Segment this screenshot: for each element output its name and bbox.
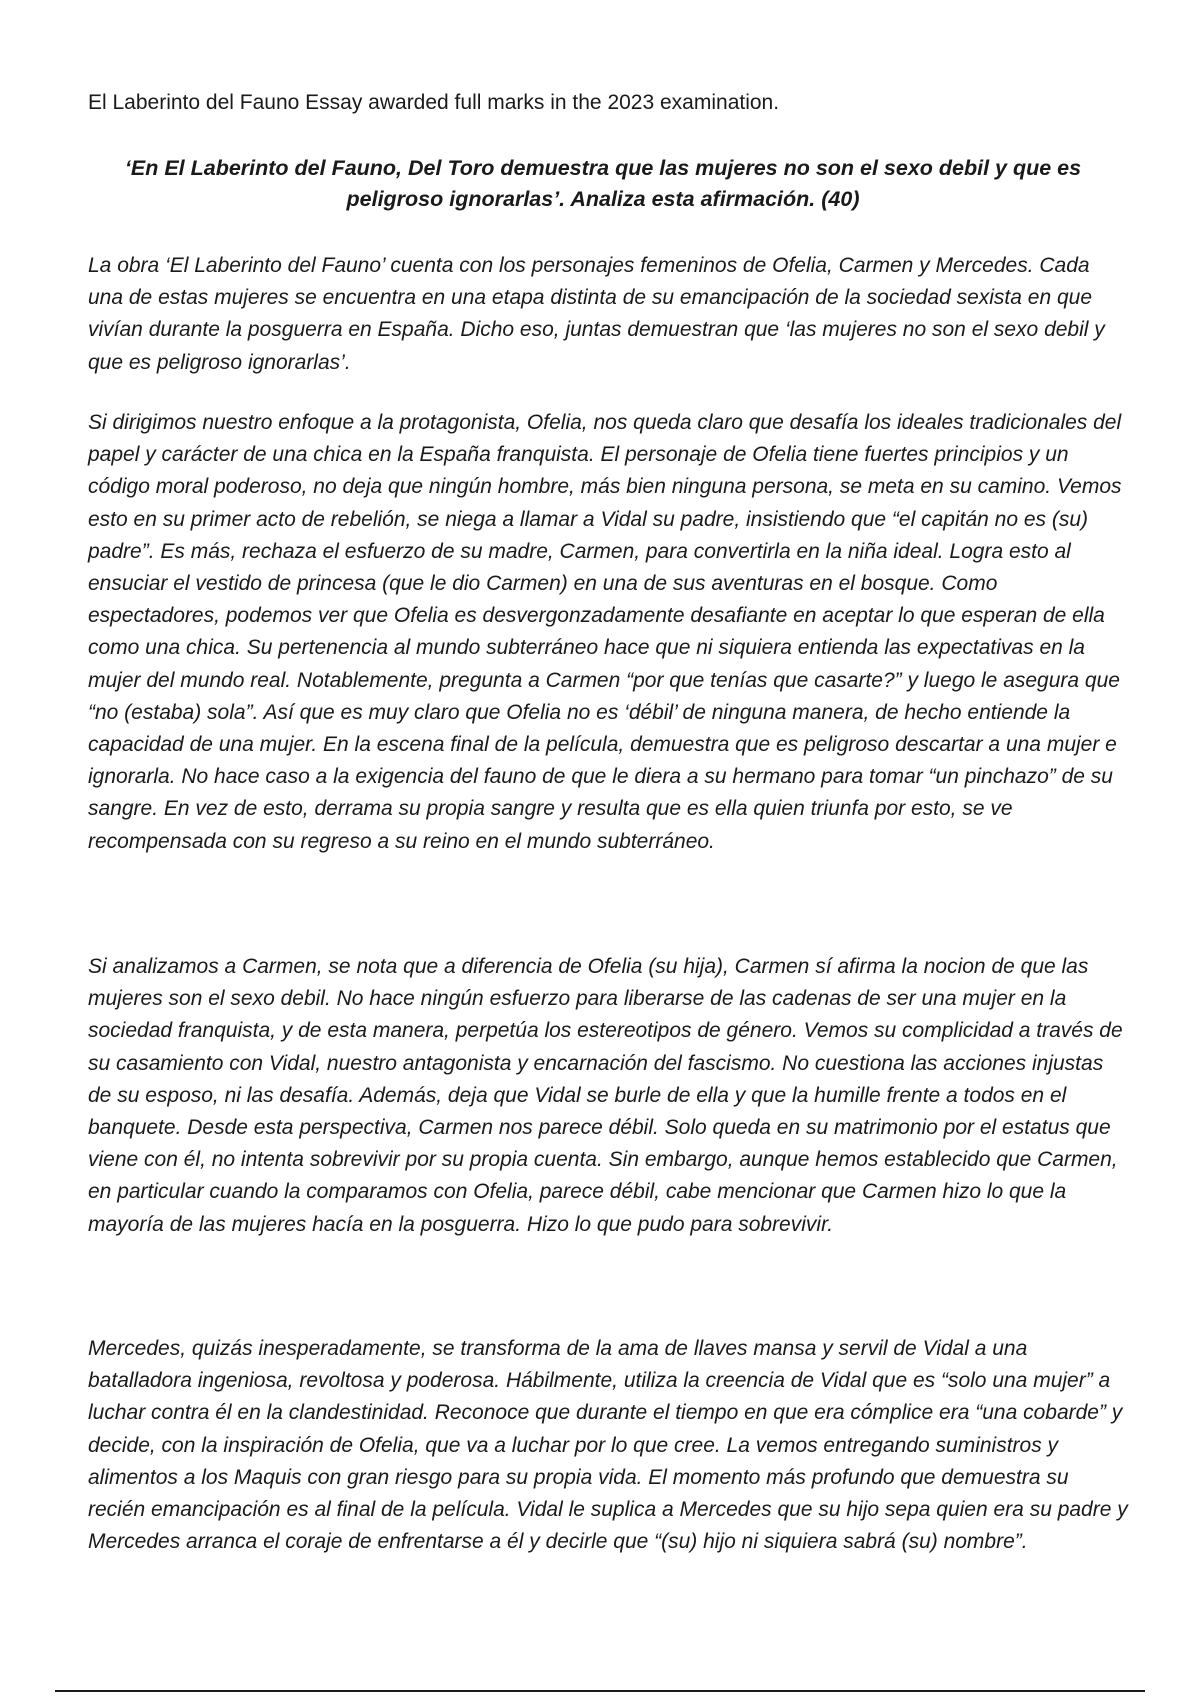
essay-paragraph-mercedes: Mercedes, quizás inesperadamente, se transforma de la ama de llaves mansa y servil de Vidal a una batalladora ingeniosa, revoltosa y poderosa. Hábilmente, utiliza la creencia de Vidal que es “solo una mujer” a luchar contra él en la clandestinidad. Reconoce que durante el tiempo en que era cómplice era “una cobarde” y decide, con la inspiración de Ofelia, que va a luchar por lo que cree. La vemos entregando suministros y alimentos a los Maquis con gran riesgo para su propia vida. El momento más profundo que demuestra su recién emancipación es al final de la película. Vidal le suplica a Mercedes que su hijo sepa quien era su padre y Mercedes arranca el coraje de enfrentarse a él y decirle que “(su) hijo ni siquiera sabrá (su) nombre”. bbox=[88, 1337, 1128, 1554]
intro-line: El Laberinto del Fauno Essay awarded full marks in the 2023 examination. bbox=[88, 91, 780, 114]
essay-paragraph-carmen: Si analizamos a Carmen, se nota que a diferencia de Ofelia (su hija), Carmen sí afirma la nocion de que las mujeres son el sexo debil. No hace ningún esfuerzo para liberarse de las cadenas de ser una mujer en la sociedad franquista, y de esta manera, perpetúa los estereotipos de género. Vemos su complicidad a través de su casamiento con Vidal, nuestro antagonista y encarnación del fascismo. No cuestiona las acciones injustas de su esposo, ni las desafía. Además, deja que Vidal se burle de ella y que la humille frente a todos en el banquete. Desde esta perspectiva, Carmen nos parece débil. Solo queda en su matrimonio por el estatus que viene con él, no intenta sobrevivir por su propia cuenta. Sin embargo, aunque hemos establecido que Carmen, en particular cuando la comparamos con Ofelia, parece débil, cabe mencionar que Carmen hizo lo que la mayoría de las mujeres hacía en la posguerra. Hizo lo que pudo para sobrevivir. bbox=[88, 955, 1123, 1236]
page-bottom-divider bbox=[55, 1690, 1145, 1692]
essay-paragraph-intro: La obra ‘El Laberinto del Fauno’ cuenta con los personajes femeninos de Ofelia, Carmen y Mercedes. Cada una de estas mujeres se encuentra en una etapa distinta de su emancipación de la sociedad sexista en que vivían durante la posguerra en España. Dicho eso, juntas demuestran que ‘las mujeres no son el sexo debil y que es peligroso ignorarlas’. bbox=[88, 254, 1105, 374]
essay-question: ‘En El Laberinto del Fauno, Del Toro demuestra que las mujeres no son el sexo debil y que es peligroso ignorarlas’. Analiza esta afirmación. (40) bbox=[124, 156, 1082, 211]
essay-paragraph-ofelia: Si dirigimos nuestro enfoque a la protagonista, Ofelia, nos queda claro que desafía los ideales tradicionales del papel y carácter de una chica en la España franquista. El personaje de Ofelia tiene fuertes principios y un código moral poderoso, no deja que ningún hombre, más bien ninguna persona, se meta en su camino. Vemos esto en su primer acto de rebelión, se niega a llamar a Vidal su padre, insistiendo que “el capitán no es (su) padre”. Es más, rechaza el esfuerzo de su madre, Carmen, para convertirla en la niña ideal. Logra esto al ensuciar el vestido de princesa (que le dio Carmen) en una de sus aventuras en el bosque. Como espectadores, podemos ver que Ofelia es desvergonzadamente desafiante en aceptar lo que esperan de ella como una chica. Su pertenencia al mundo subterráneo hace que ni siquiera entienda las expectativas en la mujer del mundo real. Notablemente, pregunta a Carmen “por que tenías que casarte?” y luego le asegura que “no (estaba) sola”. Así que es muy claro que Ofelia no es ‘débil’ de ninguna manera, de hecho entiende la capacidad de una mujer. En la escena final de la película, demuestra que es peligroso descartar a una mujer e ignorarla. No hace caso a la exigencia del fauno de que le diera a su hermano para tomar “un pinchazo” de su sangre. En vez de esto, derrama su propia sangre y resulta que es ella quien triunfa por esto, se ve recompensada con su regreso a su reino en el mundo subterráneo. bbox=[88, 411, 1122, 853]
